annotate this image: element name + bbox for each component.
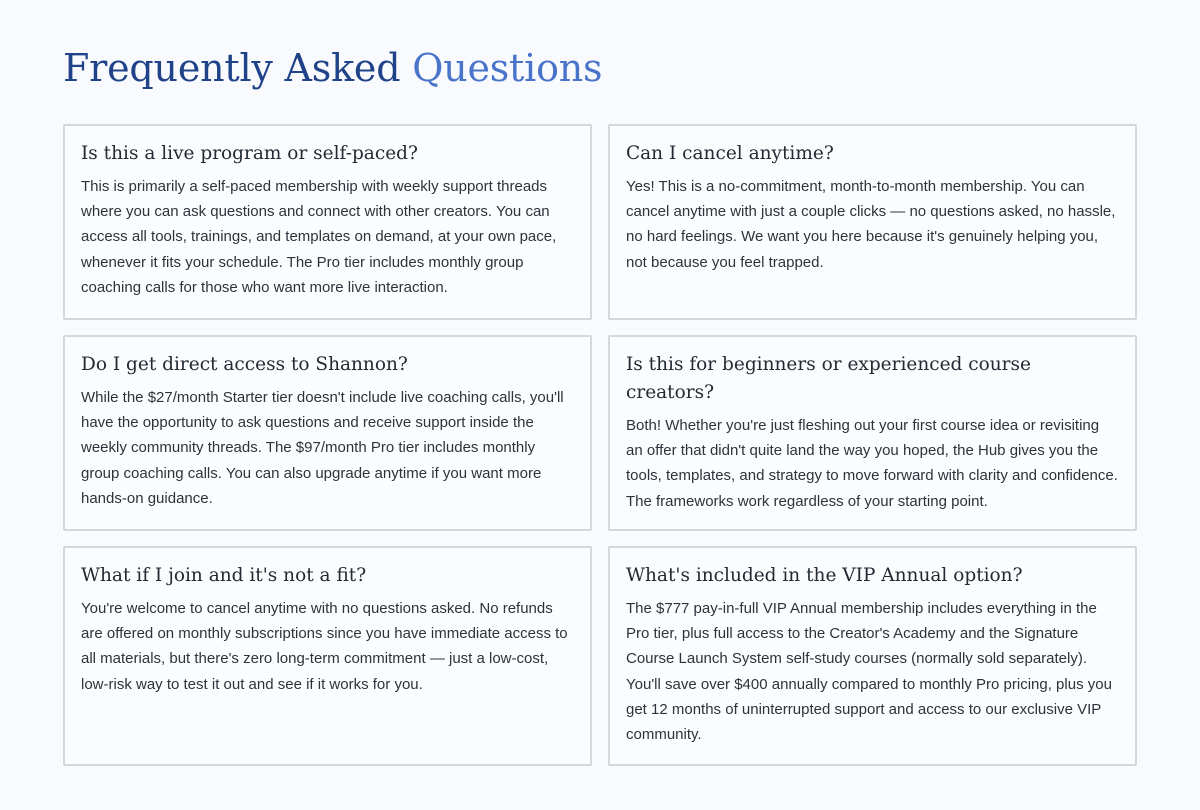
faq-answer: While the $27/month Starter tier doesn't include live coaching calls, you'll have the opportunity to ask questions and receive support inside the weekly community threads. The $97/month Pro tier includes monthly group coaching calls. You can also upgrade anytime if you want more hands-on guidance. <box>81 389 564 507</box>
faq-card-direct-access <box>63 335 592 531</box>
faq-card-beginners-or-experienced <box>608 335 1137 531</box>
faq-question: What if I join and it's not a fit? <box>81 565 367 586</box>
faq-card-cancel-anytime <box>608 124 1137 320</box>
faq-question: Is this for beginners or experienced course creators? <box>626 354 1031 403</box>
faq-card-not-a-fit <box>63 546 592 766</box>
faq-answer: You're welcome to cancel anytime with no questions asked. No refunds are offered on monthly subscriptions since you have immediate access to all materials, but there's zero long-term commitment — just a low-cost, low-risk way to test it out and see if it works for you. <box>81 600 568 693</box>
page-title-part1: Frequently Asked <box>63 46 401 90</box>
faq-question: Can I cancel anytime? <box>626 143 834 164</box>
faq-answer: This is primarily a self-paced membership with weekly support threads where you can ask questions and connect with other creators. You can access all tools, trainings, and templates on demand, at your own pace, whenever it fits your schedule. The Pro tier includes monthly group coaching calls for those who want more live interaction. <box>81 178 557 296</box>
faq-card-live-or-self-paced <box>63 124 592 320</box>
faq-card-vip-annual <box>608 546 1137 766</box>
page-title <box>63 40 602 96</box>
faq-question: Is this a live program or self-paced? <box>81 143 418 164</box>
page-title-part2: Questions <box>412 46 603 90</box>
faq-question: What's included in the VIP Annual option? <box>626 565 1023 586</box>
faq-grid <box>63 124 1137 766</box>
faq-answer: Both! Whether you're just fleshing out your first course idea or revisiting an offer that didn't quite land the way you hoped, the Hub gives you the tools, templates, and strategy to move forward with clarity and confidence. The frameworks work regardless of your starting point. <box>626 417 1118 510</box>
faq-question: Do I get direct access to Shannon? <box>81 354 408 375</box>
faq-answer: The $777 pay-in-full VIP Annual membership includes everything in the Pro tier, plus full access to the Creator's Academy and the Signature Course Launch System self-study courses (normally sold separately). You'll save over $400 annually compared to monthly Pro pricing, plus you get 12 months of uninterrupted support and access to our exclusive VIP community. <box>626 600 1112 744</box>
faq-answer: Yes! This is a no-commitment, month-to-month membership. You can cancel anytime with just a couple clicks — no questions asked, no hassle, no hard feelings. We want you here because it's genuinely helping you, not because you feel trapped. <box>626 178 1116 271</box>
